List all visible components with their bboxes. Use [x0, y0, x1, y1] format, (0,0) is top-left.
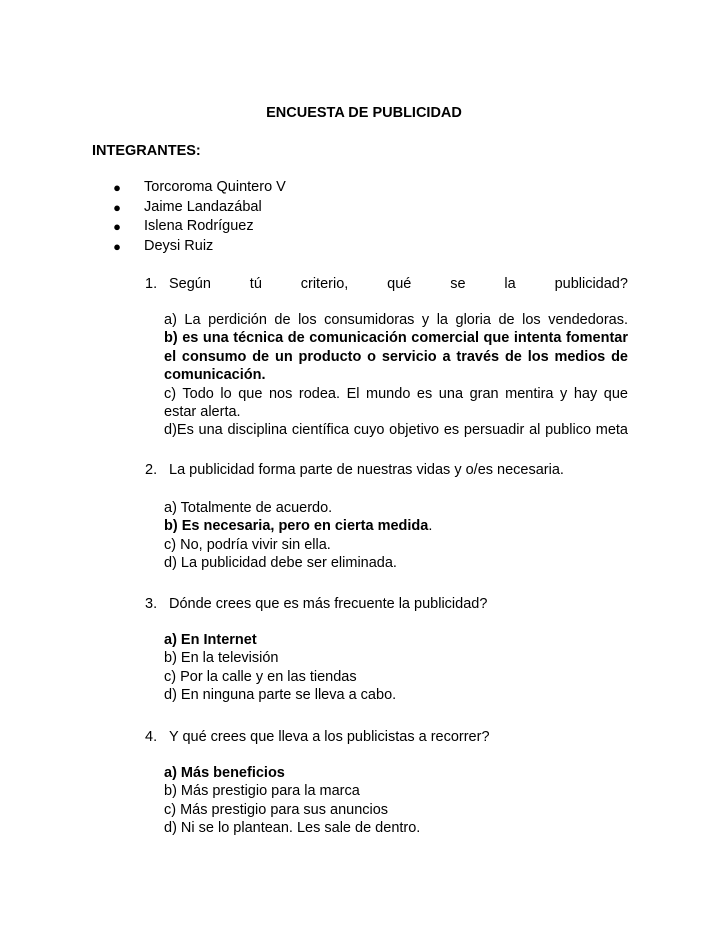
answer-option: b) Más prestigio para la marca: [164, 783, 360, 800]
question-word: Según: [169, 276, 211, 292]
question-word: criterio,: [300, 276, 349, 292]
answer-option-selected: [164, 517, 628, 535]
answers-1: [164, 311, 628, 440]
question-word: tú: [249, 276, 262, 292]
member-name: Torcoroma Quintero V: [144, 179, 286, 195]
question-text: La publicidad forma parte de nuestras vidas y o/es necesaria.: [169, 462, 564, 478]
member-name: Islena Rodríguez: [144, 218, 254, 234]
bullet-icon: ●: [113, 219, 121, 234]
answer-option: a) La perdición de los consumidoras y la gloria de los vendedoras.: [164, 312, 628, 328]
answer-option-selected: a) Más beneficios: [164, 765, 285, 781]
bullet-icon: ●: [113, 199, 121, 215]
answer-option: b) En la televisión: [164, 650, 279, 667]
question-text: Y qué crees que lleva a los publicistas a recorrer?: [169, 729, 490, 745]
answer-suffix: .: [428, 518, 433, 535]
member-name: Jaime Landazábal: [144, 198, 262, 215]
answers-2: [164, 499, 628, 573]
answer-option: c) Por la calle y en las tiendas: [164, 668, 357, 685]
member-name: Deysi Ruiz: [144, 237, 214, 254]
answer-option: c) Todo lo que nos rodea. El mundo es una gran mentira y hay que estar alerta.: [164, 385, 628, 421]
answer-option-selected-text: b) Es necesaria, pero en cierta medida: [164, 518, 429, 535]
answer-option: c) Más prestigio para sus anuncios: [164, 801, 389, 818]
answers-4: [164, 764, 628, 838]
page-title: ENCUESTA DE PUBLICIDAD: [266, 105, 462, 121]
bullet-icon: ●: [113, 238, 121, 254]
question-number: 4.: [145, 729, 158, 745]
question-text: Dónde crees que es más frecuente la publicidad?: [169, 596, 488, 612]
question-number: 2.: [145, 462, 158, 478]
answer-option-selected: b) es una técnica de comunicación comercial que intenta fomentar el consumo de un producto o servicio a través de los medios de comunicación.: [164, 330, 628, 384]
answer-option: a) Totalmente de acuerdo.: [164, 500, 333, 516]
question-number: 3.: [145, 596, 158, 612]
bullet-icon: ●: [113, 180, 121, 195]
question-word: publicidad?: [554, 276, 628, 292]
question-word: qué: [387, 276, 412, 292]
answer-option: d) La publicidad debe ser eliminada.: [164, 555, 397, 572]
answers-3: [164, 631, 628, 705]
question-word: la: [504, 276, 516, 292]
question-word: se: [450, 276, 466, 292]
answer-option-selected: a) En Internet: [164, 632, 257, 648]
members-label: INTEGRANTES:: [92, 143, 201, 159]
answer-option: c) No, podría vivir sin ella.: [164, 536, 331, 553]
question-number: 1.: [145, 276, 158, 292]
answer-option: d)Es una disciplina científica cuyo objetivo es persuadir al publico meta: [164, 422, 628, 439]
answer-option: d) En ninguna parte se lleva a cabo.: [164, 687, 397, 704]
question-text: [169, 275, 628, 293]
answer-option: d) Ni se lo plantean. Les sale de dentro.: [164, 820, 421, 837]
